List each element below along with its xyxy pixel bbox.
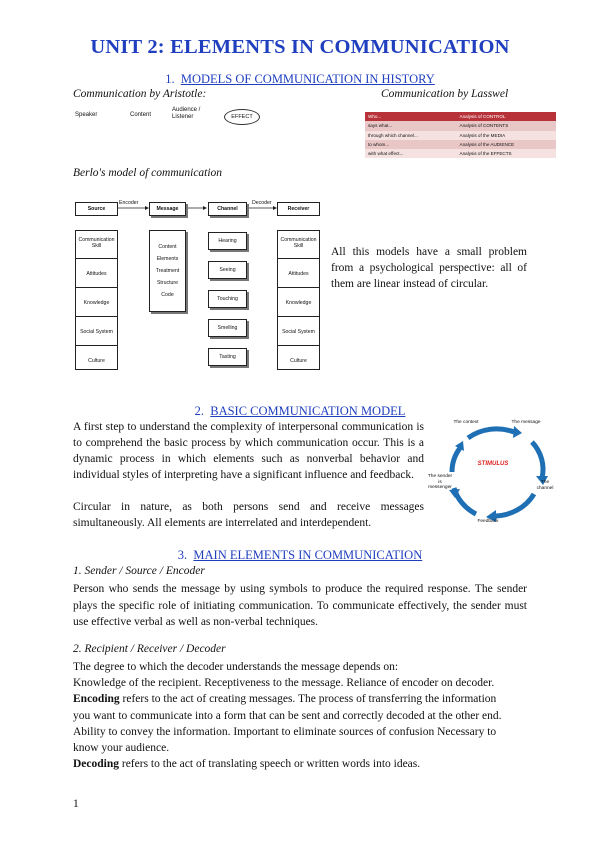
lasswell-table: [365, 112, 556, 158]
berlo-encoder: Encoder: [119, 200, 139, 206]
cycle-context: The context: [453, 420, 479, 425]
recipient-line2: Knowledge of the recipient. Receptiveness to the message. Reliance of encoder on decoder.: [73, 677, 495, 689]
cycle-feedback: Feedback: [477, 519, 499, 524]
channel-touching: Touching: [208, 290, 247, 308]
encoding-line2: you want to communicate into a form that can be sent and correctly decoded at the other end.: [73, 710, 502, 722]
berlo-diagram: [73, 190, 328, 384]
cycle-channel: The channel: [536, 480, 554, 491]
encoding-line1: Encoding refers to the act of creating messages. The process of transferring the information: [73, 693, 497, 705]
decoding-line: Decoding refers to the act of translating speech or written words into ideas.: [73, 758, 421, 770]
aristotle-audience: Audience / Listener: [172, 107, 201, 120]
recipient-subtitle: 2. Recipient / Receiver / Decoder: [73, 643, 226, 655]
berlo-decoder: Decoder: [252, 200, 272, 206]
berlo-receiver: Receiver: [277, 202, 320, 216]
section3-heading: 3. MAIN ELEMENTS IN COMMUNICATION: [177, 548, 423, 562]
cycle-center: STIMULUS: [477, 461, 509, 467]
section2-paragraph2: Circular in nature, as both persons send and receive messages simultaneously. All elements are interrelated and interdependent.: [73, 501, 424, 529]
sender-text: Person who sends the message by using symbols to produce the required response. The sender plays the specific role of initiating communication. To communicate effectively, the sender must use effective verbal as well as non-verbal techniques.: [73, 583, 527, 628]
cycle-arrows: [424, 410, 564, 530]
recipient-line1: The degree to which the decoder understands the message depends on:: [73, 661, 399, 673]
linear-note: All this models have a small problem from a psychological perspective: all of them are linear instead of circular.: [331, 246, 527, 290]
aristotle-label: Communication by Aristotle:: [73, 88, 207, 100]
berlo-message: Message: [149, 202, 186, 216]
berlo-label: Berlo's model of communication: [73, 167, 223, 179]
section1-heading: 1. MODELS OF COMMUNICATION IN HISTORY: [165, 72, 435, 86]
source-column: Communication Skill Attitudes Knowledge Social System Culture: [75, 230, 118, 370]
berlo-channel: Channel: [208, 202, 247, 216]
channel-smelling: Smelling: [208, 319, 247, 337]
table-row: to whom... Analysis of the AUDIENCE: [365, 140, 556, 149]
berlo-source: Source: [75, 202, 118, 216]
ability-line2: know your audience.: [73, 742, 170, 754]
table-row: through which channel... Analysis of the MEDIA: [365, 131, 556, 140]
lasswell-label: Communication by Lasswel: [381, 88, 509, 100]
communication-cycle: [424, 410, 564, 530]
channel-hearing: Hearing: [208, 232, 247, 250]
section2-heading: 2. BASIC COMMUNICATION MODEL: [194, 404, 406, 418]
section2-paragraph1: A first step to understand the complexity of interpersonal communication is to comprehend the basic process by which communication occur. This is a dynamic process in which elements such as nonverbal behavior and individual styles of interpreting have a significant influence and feedback.: [73, 421, 424, 481]
cycle-message: The message: [511, 420, 541, 425]
page-title: UNIT 2: ELEMENTS IN COMMUNICATION: [90, 36, 510, 58]
channel-seeing: Seeing: [208, 261, 247, 279]
ability-line1: Ability to convey the information. Important to eliminate sources of confusion Necessary to: [73, 726, 497, 738]
aristotle-effect: EFFECT: [224, 109, 260, 125]
channel-tasting: Tasting: [208, 348, 247, 366]
cycle-sender: The sender is messenger: [427, 474, 453, 490]
message-column: Content Elements Treatment Structure Code: [149, 230, 186, 312]
sender-subtitle: 1. Sender / Source / Encoder: [73, 565, 205, 577]
table-row: Who... Analysis of CONTROL: [365, 112, 556, 121]
table-row: with what effect... Analysis of the EFFECTS: [365, 149, 556, 158]
aristotle-speaker: Speaker: [75, 112, 98, 118]
page-number: 1: [73, 798, 79, 810]
receiver-column: Communication Skill Attitudes Knowledge Social System Culture: [277, 230, 320, 370]
aristotle-content: Content: [130, 112, 152, 118]
table-row: says what... Analysis of CONTENTS: [365, 121, 556, 130]
